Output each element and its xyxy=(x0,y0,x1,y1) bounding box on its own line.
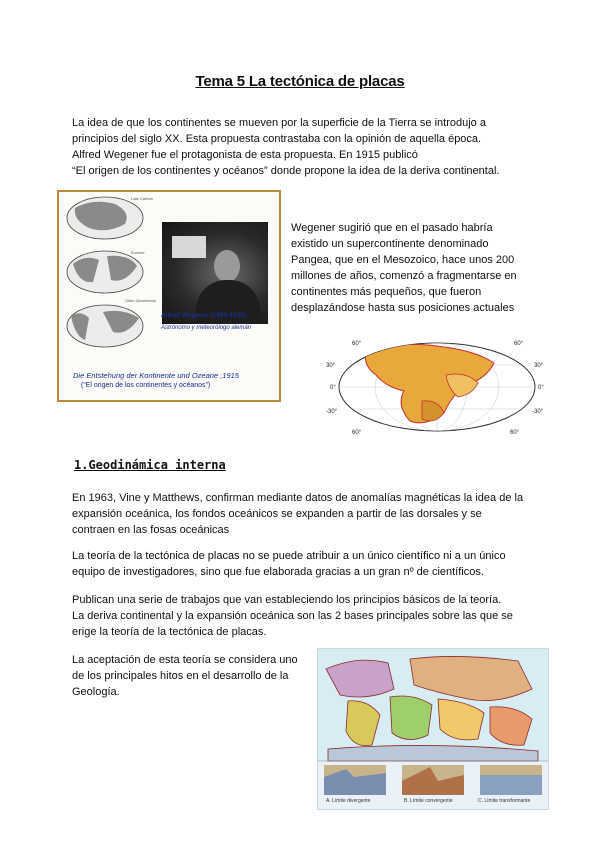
lat-label: 60° xyxy=(352,341,362,347)
book-caption: Die Entstehung der Kontinente und Ozeane ,1915 xyxy=(73,371,239,380)
globe-label: Eocene xyxy=(131,250,145,255)
wegener-line: existido un supercontinente denominado xyxy=(291,238,489,250)
lat-label: 30° xyxy=(326,363,336,369)
pangea-map xyxy=(326,335,548,435)
wegener-line: millones de años, comenzó a fragmentarse en xyxy=(291,270,517,282)
globe-label: Late Carbon xyxy=(131,196,154,201)
paragraph-line: equipo de investigadores, sino que fue elaborada gracias a un gran nº de científicos. xyxy=(72,566,484,578)
tectonic-plates-figure xyxy=(317,648,549,810)
paragraph-line: La teoría de la tectónica de placas no se puede atribuir a un único científico ni a un único xyxy=(72,550,506,562)
boundary-caption: B. Límite convergente xyxy=(404,798,453,804)
vine-matthews-paragraph xyxy=(72,490,523,538)
wegener-line: desplazándose hasta sus posiciones actuales xyxy=(291,302,515,314)
paragraph-line: expansión oceánica, los fondos oceánicos se expanden a partir de las dorsales y se xyxy=(72,508,482,520)
lat-label: 30° xyxy=(534,363,544,369)
portrait-caption-name: Alfred Wegener (1880-1930) xyxy=(161,312,247,319)
boundary-caption: C. Límite transformante xyxy=(478,798,531,804)
paragraph-line: contraen en las fosas oceánicas xyxy=(72,524,230,536)
plates-map xyxy=(318,649,548,809)
paragraph-line: En 1963, Vine y Matthews, confirman mediante datos de anomalías magnéticas la idea de la xyxy=(72,492,524,504)
portrait-caption-role: Astrónomo y meteorólogo alemán xyxy=(161,325,252,331)
book-caption-spanish: (“El origen de los continentes y océanos”) xyxy=(81,382,211,389)
paragraph-line: Geología. xyxy=(72,686,120,698)
paragraph-line: erige la teoría de la tectónica de placas. xyxy=(72,626,267,638)
acceptance-paragraph xyxy=(72,652,298,700)
globe-label: Older Quaternary xyxy=(125,298,156,303)
pangea-globes xyxy=(63,194,163,354)
publications-paragraph xyxy=(72,592,513,640)
paragraph-line: de los principales hitos en el desarrollo de la xyxy=(72,670,289,682)
theory-paragraph xyxy=(72,548,506,580)
boundary-caption: A. Límite divergente xyxy=(326,798,371,804)
paragraph-line: Publican una serie de trabajos que van estableciendo los principios básicos de la teoría. xyxy=(72,594,502,606)
intro-line: principios del siglo XX. Esta propuesta contrastaba con la opinión de aquella época. xyxy=(72,133,482,145)
paragraph-line: La aceptación de esta teoría se considera uno xyxy=(72,654,298,666)
paragraph-line: La deriva continental y la expansión oceánica son las 2 bases principales sobre las que se xyxy=(72,610,513,622)
lat-label: 60° xyxy=(514,341,524,347)
wegener-line: Wegener sugirió que en el pasado habría xyxy=(291,222,493,234)
wegener-line: continentes más pequeños, que fueron xyxy=(291,286,482,298)
wegener-portrait xyxy=(162,222,268,324)
lat-label: 0° xyxy=(538,385,544,391)
wegener-paragraph xyxy=(291,220,517,316)
intro-paragraph xyxy=(72,115,499,179)
lat-label: 60° xyxy=(510,430,520,435)
lat-label: -30° xyxy=(532,409,544,415)
lat-label: 60° xyxy=(352,430,362,435)
intro-line: La idea de que los continentes se mueven por la superficie de la Tierra se introdujo a xyxy=(72,117,486,129)
lat-label: -30° xyxy=(326,409,338,415)
wegener-figure xyxy=(57,190,281,402)
wegener-line: Pangea, que en el Mesozoico, hace unos 200 xyxy=(291,254,515,266)
intro-line: Alfred Wegener fue el protagonista de esta propuesta. En 1915 publicó xyxy=(72,149,418,161)
intro-line: “El origen de los continentes y océanos” donde propone la idea de la deriva continental. xyxy=(72,165,500,177)
lat-label: 0° xyxy=(330,385,336,391)
page-title: Tema 5 La tectónica de placas xyxy=(195,73,405,90)
section-heading: 1.Geodinámica interna xyxy=(74,458,226,472)
